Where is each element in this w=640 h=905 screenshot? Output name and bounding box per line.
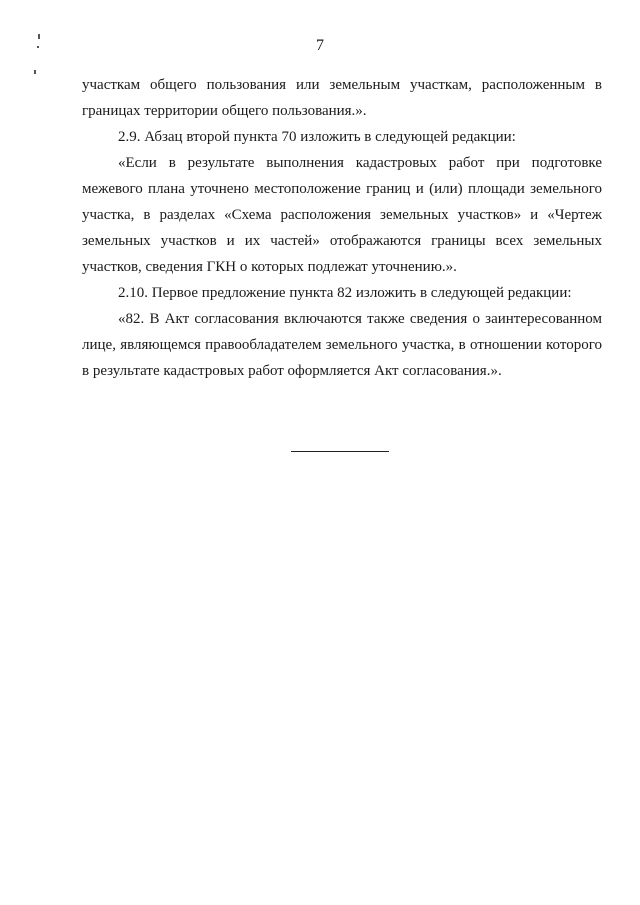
paragraph-continuation: участкам общего пользования или земельным участкам, расположенным в границах территории общего пользования.». <box>82 77 602 119</box>
closing-rule <box>291 451 389 452</box>
page-number: 7 <box>316 37 324 54</box>
paragraph-quote-82: «82. В Акт согласования включаются также сведения о заинтересованном лице, являющемся правообладателем земельного участка, в отношении которого в результате кадастровых работ оформляется Акт согласования.». <box>82 311 602 379</box>
paragraph-item-2-10: 2.10. Первое предложение пункта 82 изложить в следующей редакции: <box>118 285 572 301</box>
paragraph-item-2-9: 2.9. Абзац второй пункта 70 изложить в следующей редакции: <box>118 129 516 145</box>
scan-speck <box>34 70 36 74</box>
paragraph-quote-70: «Если в результате выполнения кадастровых работ при подготовке межевого плана уточнено местоположение границ и (или) площади земельного участка, в разделах «Схема расположения земельных участков» и «Чертеж земельных участков и их частей» отображаются границы всех земельных участков, сведения ГКН о которых подлежат уточнению.». <box>82 155 602 275</box>
document-body <box>82 72 602 384</box>
